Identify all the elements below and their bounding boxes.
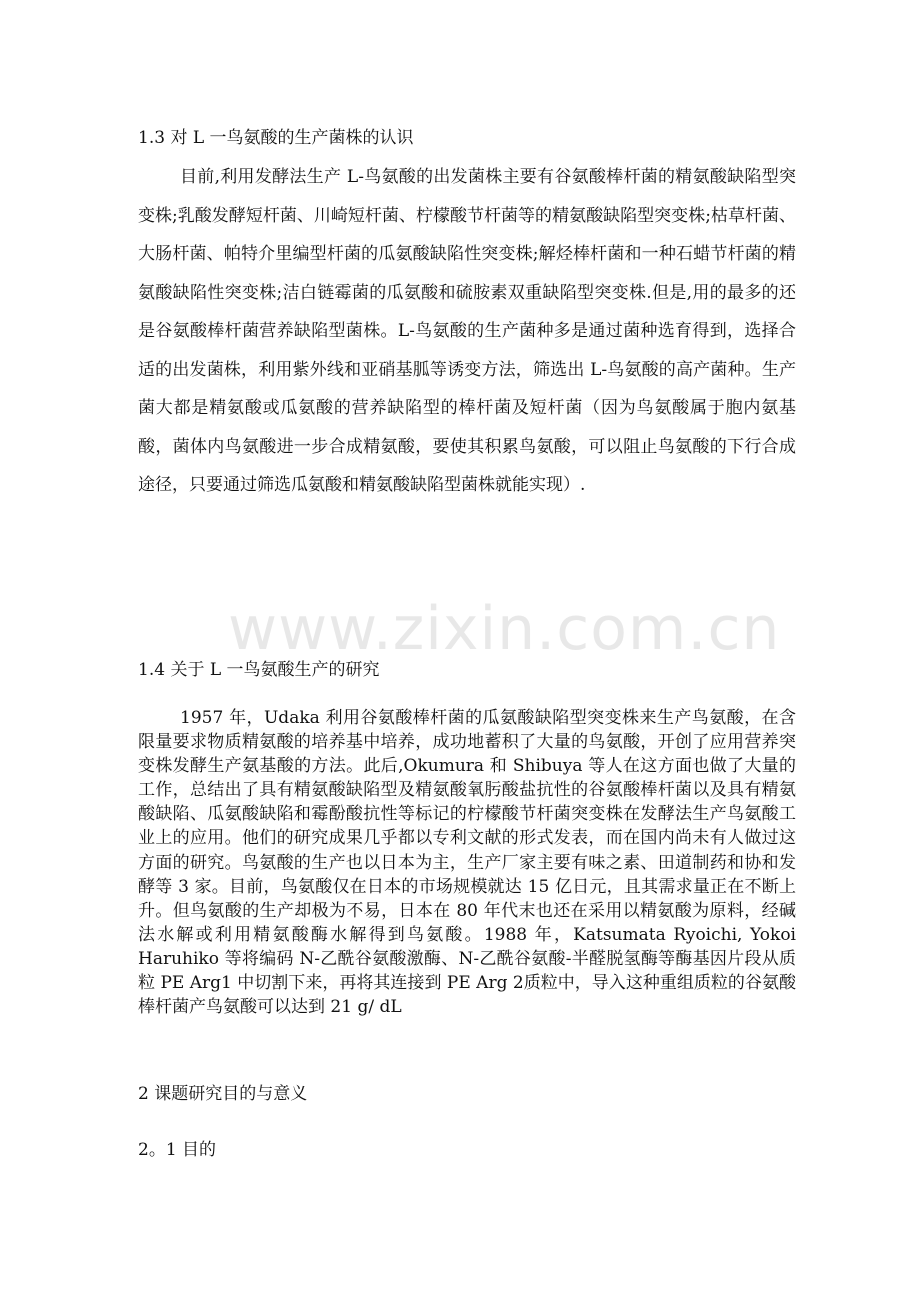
paragraph-production-research: 1957 年，Udaka 利用谷氨酸棒杆菌的瓜氨酸缺陷型突变株来生产鸟氨酸，在含限量要求物质精氨酸的培养基中培养，成功地蓄积了大量的鸟氨酸，开创了应用营养突变株发酵生产氨基酸的方法。此后,Okumura 和 Shibuya 等人在这方面也做了大量的工作，总结出了具有精氨酸缺陷型及精氨酸氧肟酸盐抗性的谷氨酸棒杆菌以及具有精氨酸缺陷、瓜氨酸缺陷和霉酚酸抗性等标记的柠檬酸节杆菌突变株在发酵法生产鸟氨酸工业上的应用。他们的研究成果几乎都以专利文献的形式发表，而在国内尚未有人做过这方面的研究。鸟氨酸的生产也以日本为主，生产厂家主要有味之素、田道制药和协和发酵等 3 家。目前，鸟氨酸仅在日本的市场规模就达 15 亿日元，且其需求量正在不断上升。但鸟氨酸的生产却极为不易，日本在 80 年代末也还在采用以精氨酸为原料，经碱法水解或利用精氨酸酶水解得到鸟氨酸。1988 年，Katsumata Ryoichi, Yokoi Haruhiko 等将编码 N-乙酰谷氨酸激酶、N-乙酰谷氨酸-半醛脱氢酶等酶基因片段从质粒 PE Arg1 中切割下来，再将其连接到 PE Arg 2质粒中，导入这种重组质粒的谷氨酸棒杆菌产鸟氨酸可以达到 21 g/ dL bbox=[138, 708, 796, 1018]
section-heading-1-3: 1.3 对 L 一鸟氨酸的生产菌株的认识 bbox=[138, 128, 414, 148]
paragraph-strain-knowledge: 目前,利用发酵法生产 L-鸟氨酸的出发菌株主要有谷氨酸棒杆菌的精氨酸缺陷型突变株;乳酸发酵短杆菌、川崎短杆菌、柠檬酸节杆菌等的精氨酸缺陷型突变株;枯草杆菌、大肠杆菌、帕特介里编型杆菌的瓜氨酸缺陷性突变株;解烃棒杆菌和一种石蜡节杆菌的精氨酸缺陷性突变株;洁白链霉菌的瓜氨酸和硫胺素双重缺陷型突变株.但是,用的最多的还是谷氨酸棒杆菌营养缺陷型菌株。L-鸟氨酸的生产菌种多是通过菌种选育得到，选择合适的出发菌株，利用紫外线和亚硝基胍等诱变方法，筛选出 L-鸟氨酸的高产菌种。生产菌大都是精氨酸或瓜氨酸的营养缺陷型的棒杆菌及短杆菌（因为鸟氨酸属于胞内氨基酸，菌体内鸟氨酸进一步合成精氨酸，要使其积累鸟氨酸，可以阻止鸟氨酸的下行合成途径，只要通过筛选瓜氨酸和精氨酸缺陷型菌株就能实现）. bbox=[138, 167, 796, 495]
watermark: www.zixin.com.cn bbox=[228, 594, 781, 664]
section-heading-1-4: 1.4 关于 L 一鸟氨酸生产的研究 bbox=[138, 660, 380, 680]
section-heading-2: 2 课题研究目的与意义 bbox=[138, 1084, 308, 1104]
section-heading-2-1: 2。1 目的 bbox=[138, 1140, 217, 1160]
